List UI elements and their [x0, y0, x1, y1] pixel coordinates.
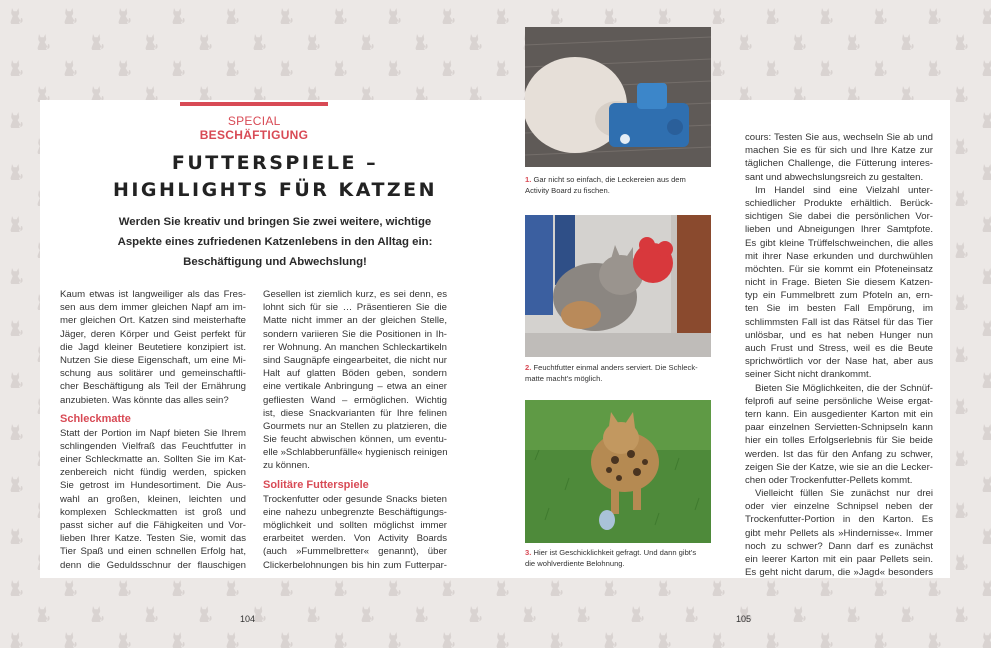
page-number-left: 104: [240, 614, 256, 624]
text-column-2: Gesellen ist ziemlich kurz, es sei denn, es lohnt sich für sie … Präsentieren Sie die Matte nicht immer an der gleichen Stelle, sondern variieren Sie die Positionen in Ih- rer Wohnung. An manchen Schleckartikeln sind Saugnäpfe eingearbeitet, die nicht nur Halt auf glatten Böden geben, sondern eine vertikale Anbringung – etwa an einer gefliesten Wand – ermöglichen. Wichtig ist, diese Snackvarianten für Ihre felinen Gourmets nur an Stellen zu platzieren, die Sie feucht abwischen können, um eventu- elle »Schlabberunfälle« hygienisch reinigen zu können. Solitäre Futterspiele Trockenfutter oder gesunde Snacks bieten eine nahezu unbegrenzte Beschäftigungs- möglichkeit und sollten möglichst immer erarbeitet werden. Von Activity Boards (auch »Fummelbretter« genannt), über Clickerbelohnungen bis hin zum Futterpar-: [263, 289, 448, 571]
caption-3: 3. Hier ist Geschicklichkeit gefragt. Und dann gibt's die wohlverdiente Belohnung.: [525, 548, 697, 568]
headline-line-2: HIGHLIGHTS FÜR KATZEN: [112, 179, 438, 201]
subheading-solitaere-futterspiele: Solitäre Futterspiele: [263, 478, 369, 491]
caption-2: 2. Feuchtfutter einmal anders serviert. Die Schleck- matte macht's möglich.: [525, 363, 698, 383]
page-number-right: 105: [736, 614, 752, 624]
subheading-schleckmatte: Schleckmatte: [60, 412, 131, 425]
text-column-1: Kaum etwas ist langweiliger als das Fres- sen aus dem immer gleichen Napf am im- mer gleichen Ort. Katzen sind meisterhafte Jäger, deren Körper und Geist perfekt für die Jagd kleiner Beutetiere konzipiert ist. Nutzen Sie diese Eigenschaft, um eine Mi- schung aus solitärer und gemeinschaftli- cher Beschäftigung als Teil der Ernährung anzubieten. Was könnte das alles sein? Schleckmatte Statt der Portion im Napf bieten Sie Ihrem schlingenden Vielfraß das Feuchtfutter in einer Schleckmatte an. Sollten Sie im Kat- zenbereich nicht fündig werden, spicken Sie getrost im Hundesortiment. Die Aus- wahl an großen, kleinen, leichten und komplexen Schleckmatten ist groß und passt sicher auf die Fähigkeiten und Vor- lieben Ihrer Katze. Testen Sie, womit das Tier Spaß und einen schnellen Erfolg hat, denn die Geduldsschnur der flauschigen: [60, 289, 246, 571]
headline: [90, 150, 460, 204]
photo-cat-on-grass: [525, 400, 711, 543]
caption-1: 1. Gar nicht so einfach, die Leckereien aus dem Activity Board zu fischen.: [525, 175, 686, 195]
text-column-right: cours: Testen Sie aus, wechseln Sie ab und machen Sie es für sich und Ihre Katze zur täglichen Challenge, die Fütterung interes- sant und abwechslungsreich zu gestalten. Im Handel sind eine Vielzahl unter- schiedlicher Produkte erhältlich. Berück- sichtigen Sie dabei die persönlichen Vor- lieben und Abneigungen Ihrer Samtpfote. Es gibt kleine Trüffelschweinchen, die alles mit ihrer Nase erkunden und durchwühlen möchten. Für sie kommt ein Pfoteneinsatz nicht in Frage. Bieten Sie diesem Katzen- typ ein Fummelbrett zum Pfoteln an, ern- ten Sie im besten Fall Empörung, im schlimmsten Fall ist das Rätsel für das Tier unlösbar, und es hat neben Hunger nun auch Frust und Stress, weil es die Beute sprichwörtlich vor der Nase hat, aber aus seiner Sicht nicht drankommt. Bieten Sie Möglichkeiten, die der Schnüf- felprofi auf seine persönliche Weise ergat- tern kann. Ein ausgedienter Karton mit ein paar einzelnen Servietten-Schnipseln kann hier ein tolles Erfolgserlebnis für Sie beide werden. Ist das für den Anfang zu schwer, zeigen Sie der Katze, wie sie an die Lecker- chen oder Trockenfutter-Pellets kommt. Vielleicht füllen Sie zunächst nur drei oder vier einzelne Schnipsel neben der Trockenfutter-Portion in den Karton. Es gibt mehr Pellets als »Hindernisse«. Immer noch zu schwer? Dann darf es zunächst ein leerer Karton mit ein paar Pellets sein. Es geht nicht darum, die »Jagd« besonders: [745, 132, 933, 579]
section-rule: [180, 102, 328, 106]
section-label: SPECIAL BESCHÄFTIGUNG: [199, 114, 309, 142]
photo-cat-activity-board: [525, 27, 711, 167]
photo-cat-lick-mat: [525, 215, 711, 357]
intro-text: Werden Sie kreativ und bringen Sie zwei weitere, wichtige Aspekte eines zufriedenen Katzenlebens in den Alltag ein: Beschäftigung und Abwechslung!: [117, 216, 433, 268]
headline-line-1: FUTTERSPIELE –: [171, 152, 379, 174]
